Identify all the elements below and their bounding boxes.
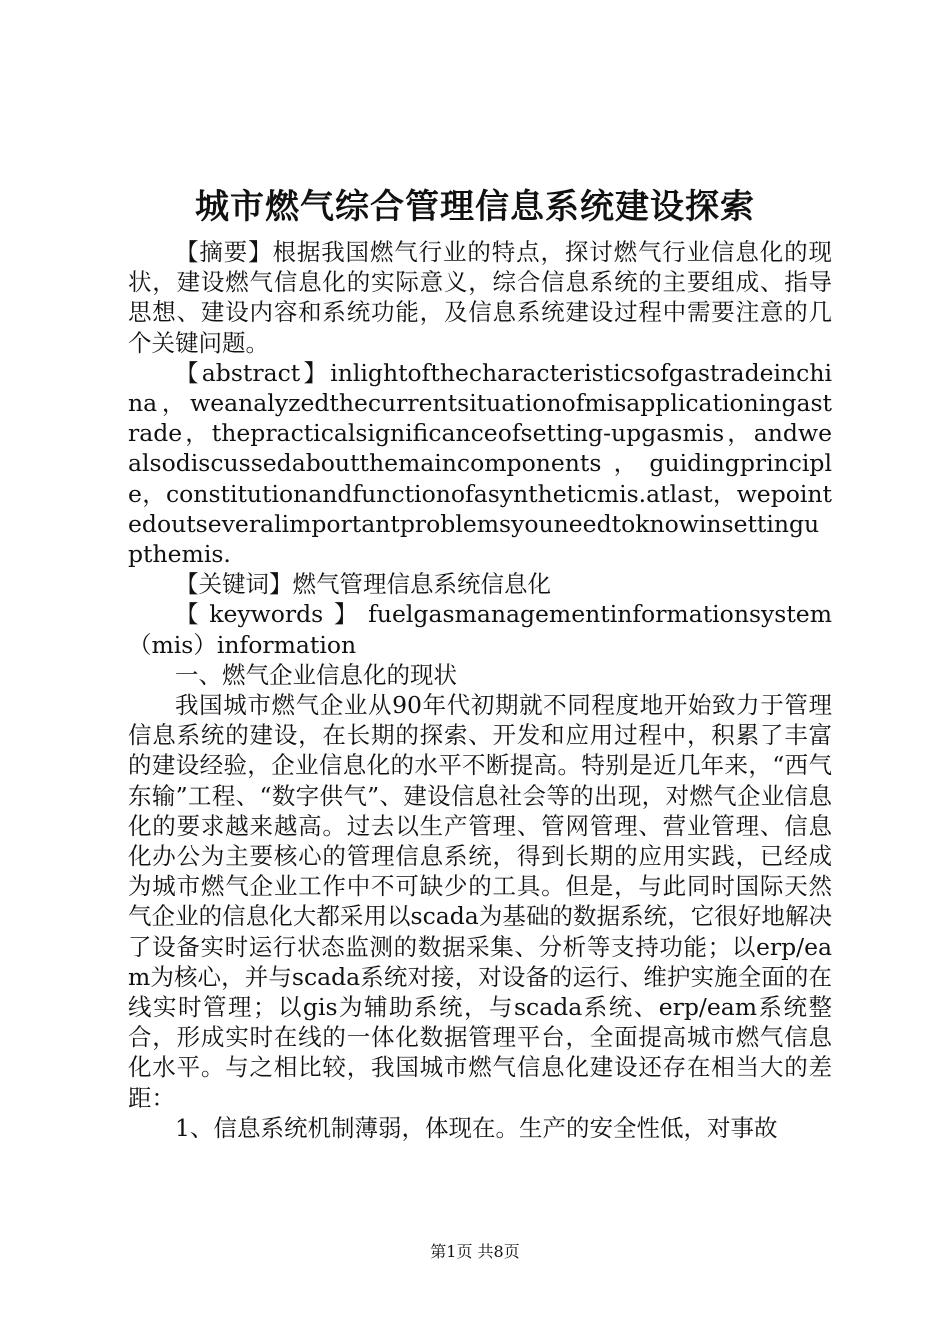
body-paragraph: 我国城市燃气企业从90年代初期就不同程度地开始致力于管理信息系统的建设，在长期的探索、开发和应用过程中，积累了丰富的建设经验，企业信息化的水平不断提高。特别是近几年来，“西气东输”工程、“数字供气”、建设信息社会等的出现，对燃气企业信息化的要求越来越高。过去以生产管理、管网管理、营业管理、信息化办公为主要核心的管理信息系统，得到长期的应用实践，已经成为城市燃气企业工作中不可缺少的工具。但是，与此同时国际天然气企业的信息化大都采用以scada为基础的数据系统，它很好地解决了设备实时运行状态监测的数据采集、分析等支持功能；以erp/eam为核心，并与scada系统对接，对设备的运行、维护实施全面的在线实时管理；以gis为辅助系统，与scada系统、erp/eam系统整合，形成实时在线的一体化数据管理平台，全面提高城市燃气信息化水平。与之相比较，我国城市燃气信息化建设还存在相当大的差距：	[128, 691, 832, 1112]
abstract-en-paragraph: 【abstract】inlightofthecharacteristicsofgastradeinchina，weanalyzedthecurrentsituationofmisapplicationingastrade，thepracticalsignificanceofsetting-upgasmis，andwealsodiscussedaboutthemaincomponents，guidingprinciple，constitutionandfunctionofasyntheticmis.atlast，wepointedoutseveralimportantproblemsyouneedtoknowinsettingupthemis.	[128, 358, 832, 569]
document-body	[128, 237, 832, 1143]
keywords-cn-paragraph: 【关键词】燃气管理信息系统信息化	[175, 570, 551, 599]
keywords-en-paragraph: 【keywords】fuelgasmanagementinformationsystem（mis）information	[128, 600, 832, 659]
page-footer: 第1页 共8页	[430, 1242, 520, 1261]
abstract-cn-paragraph: 【摘要】根据我国燃气行业的特点，探讨燃气行业信息化的现状，建设燃气信息化的实际意义，综合信息系统的主要组成、指导思想、建设内容和系统功能，及信息系统建设过程中需要注意的几个关键问题。	[128, 238, 832, 357]
body-paragraph-item: 1、信息系统机制薄弱，体现在。生产的安全性低，对事故	[175, 1113, 778, 1142]
section-heading: 一、燃气企业信息化的现状	[175, 660, 457, 689]
document-title: 城市燃气综合管理信息系统建设探索	[195, 187, 755, 227]
